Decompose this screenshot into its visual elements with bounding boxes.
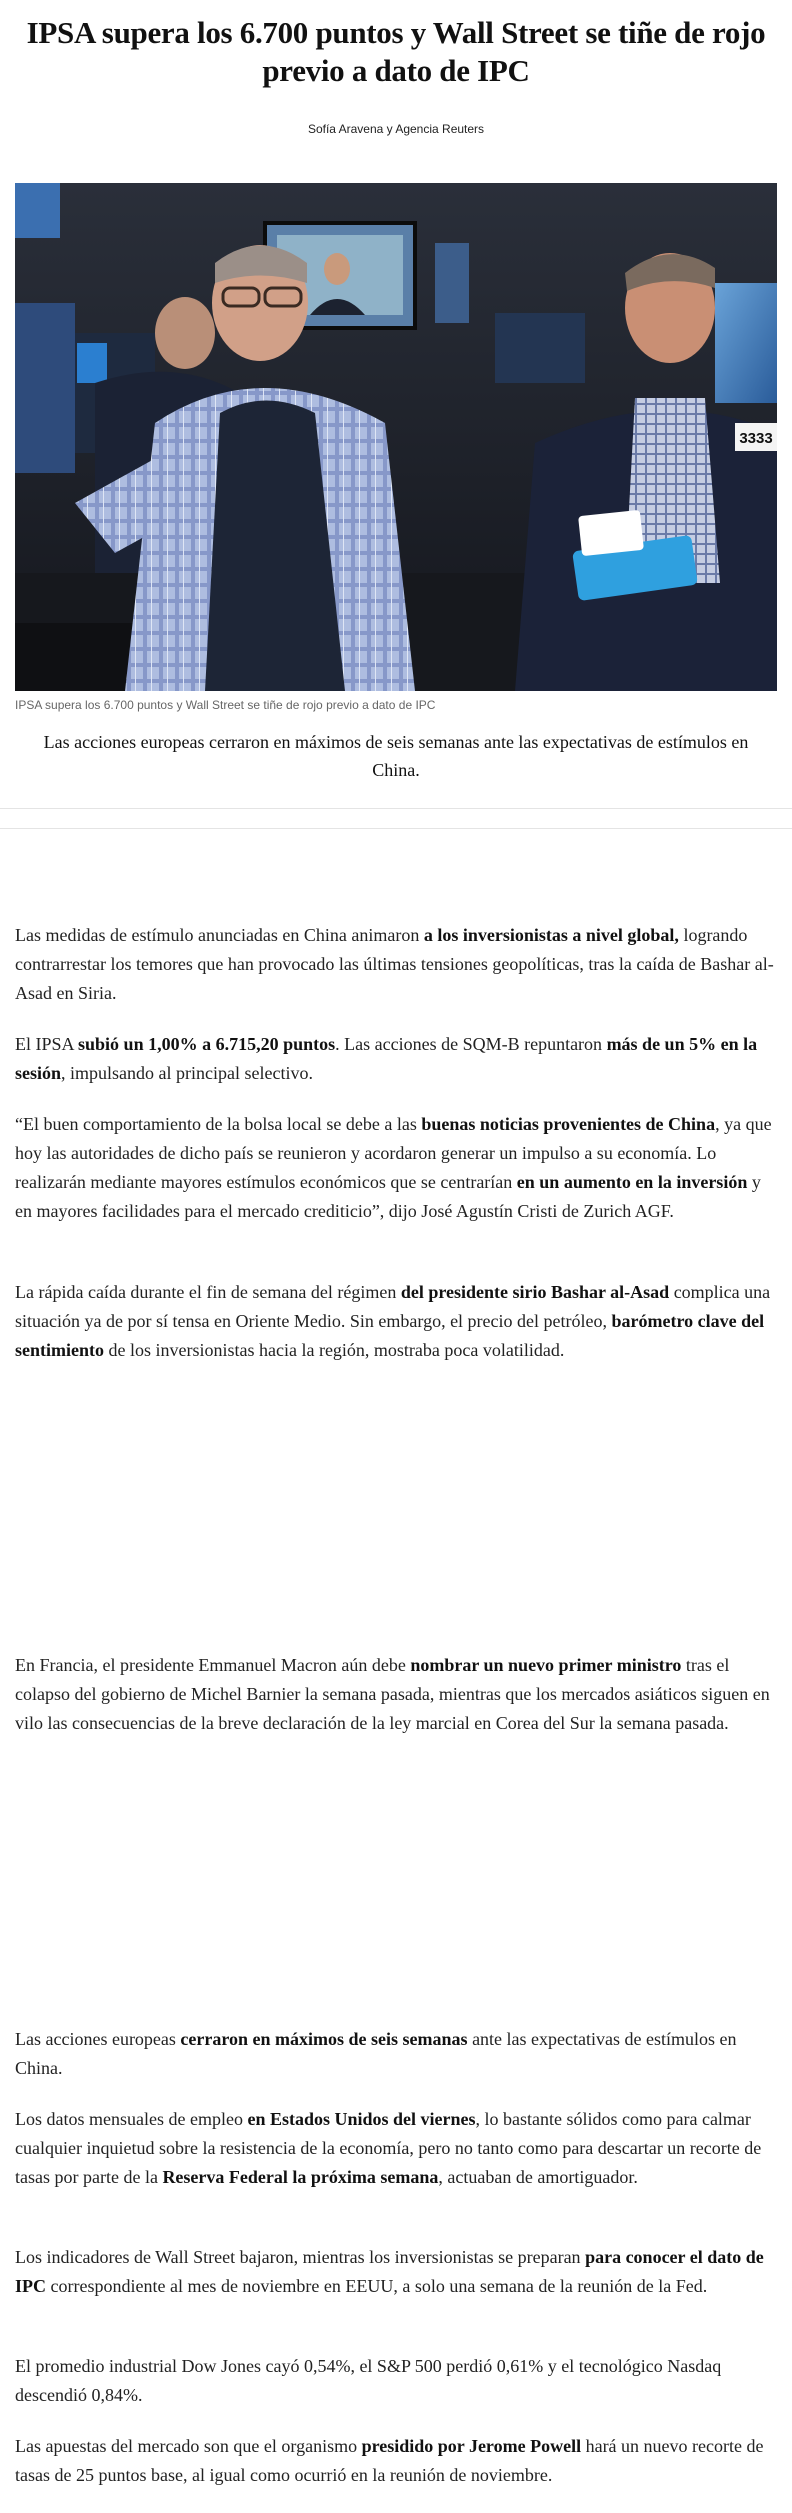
article-lede: Las acciones europeas cerraron en máximos de seis semanas ante las expectativas de estímulos en China. xyxy=(43,732,749,780)
trading-floor-photo xyxy=(15,183,777,691)
body-text: Las medidas de estímulo anunciadas en China animaron xyxy=(15,925,424,945)
body-text: complica una situación ya de por sí tensa en Oriente Medio. Sin embargo, el precio del petróleo, xyxy=(15,1282,771,1331)
body-text: , actuaban de amortiguador. xyxy=(438,2167,638,2187)
bold-text: a los inversionistas a nivel global, xyxy=(423,925,679,945)
article-title: IPSA supera los 6.700 puntos y Wall Street se tiñe de rojo previo a dato de IPC xyxy=(26,15,766,88)
body-paragraph-4 xyxy=(15,1278,777,1365)
bold-text: subió un 1,00% a 6.715,20 puntos xyxy=(78,1034,336,1054)
body-text: En Francia, el presidente Emmanuel Macron aún debe xyxy=(15,1655,411,1675)
bold-text: Reserva Federal la próxima semana xyxy=(162,2167,439,2187)
bold-text: del presidente sirio Bashar al-Asad xyxy=(400,1282,670,1302)
body-text: Los datos mensuales de empleo xyxy=(15,2109,248,2129)
body-text: hará un nuevo recorte de tasas de 25 puntos base, al igual como ocurrió en la reunión de noviembre. xyxy=(15,2436,764,2485)
body-paragraph-9 xyxy=(15,2352,777,2410)
bold-text: en Estados Unidos del viernes xyxy=(247,2109,476,2129)
body-paragraph-3 xyxy=(15,1110,777,1226)
body-text: de los inversionistas hacia la región, mostraba poca volatilidad. xyxy=(104,1340,565,1360)
image-caption: IPSA supera los 6.700 puntos y Wall Street se tiñe de rojo previo a dato de IPC xyxy=(15,698,436,712)
screen-icon xyxy=(15,183,60,238)
body-paragraph-8 xyxy=(15,2243,777,2301)
body-text: “El buen comportamiento de la bolsa local se debe a las xyxy=(15,1114,422,1134)
bold-text: barómetro clave del sentimiento xyxy=(15,1311,765,1360)
bold-text: en un aumento en la inversión xyxy=(516,1172,748,1192)
bold-text: nombrar un nuevo primer ministro xyxy=(410,1655,682,1675)
body-text: El IPSA xyxy=(15,1034,79,1054)
bold-text: buenas noticias provenientes de China xyxy=(421,1114,716,1134)
article-byline: Sofía Aravena y Agencia Reuters xyxy=(307,122,485,136)
divider xyxy=(0,828,792,829)
body-text: , impulsando al principal selectivo. xyxy=(61,1063,313,1083)
trader-badge: 3333 xyxy=(739,430,773,447)
divider xyxy=(0,808,792,809)
body-text: tras el colapso del gobierno de Michel Barnier la semana pasada, mientras que los mercados asiáticos siguen en vilo las consecuencias de la breve declaración de la ley marcial en Corea del Sur la semana pasada. xyxy=(15,1655,770,1733)
body-text: . Las acciones de SQM-B repuntaron xyxy=(335,1034,607,1054)
article-photo xyxy=(15,183,777,691)
body-paragraph-6 xyxy=(15,2025,777,2083)
bold-text: más de un 5% en la sesión xyxy=(15,1034,758,1083)
body-text: , ya que hoy las autoridades de dicho país se reunieron y acordaron generar un impulso a su economía. Lo realizarán mediante mayores estímulos económicos que se centrarían xyxy=(15,1114,772,1192)
body-text: El promedio industrial Dow Jones cayó 0,54%, el S&P 500 perdió 0,61% y el tecnológico Nasdaq descendió 0,84%. xyxy=(15,2356,722,2405)
body-text: , lo bastante sólidos como para calmar cualquier inquietud sobre la resistencia de la economía, pero no tanto como para descartar un recorte de tasas por parte de la xyxy=(15,2109,762,2187)
bold-text: cerraron en máximos de seis semanas xyxy=(180,2029,468,2049)
body-paragraph-1 xyxy=(15,921,777,1008)
body-text: Las apuestas del mercado son que el organismo xyxy=(15,2436,362,2456)
body-paragraph-10 xyxy=(15,2432,777,2490)
body-paragraph-2 xyxy=(15,1030,777,1088)
body-paragraph-7 xyxy=(15,2105,777,2192)
body-text: Las acciones europeas xyxy=(15,2029,181,2049)
body-text: logrando contrarrestar los temores que han provocado las últimas tensiones geopolíticas, tras la caída de Bashar al-Asad en Siria. xyxy=(15,925,774,1003)
body-text: Los indicadores de Wall Street bajaron, mientras los inversionistas se preparan xyxy=(15,2247,586,2267)
bold-text: presidido por Jerome Powell xyxy=(361,2436,582,2456)
body-text: y en mayores facilidades para el mercado crediticio”, dijo José Agustín Cristi de Zurich AGF. xyxy=(15,1172,761,1221)
body-text: La rápida caída durante el fin de semana del régimen xyxy=(15,1282,401,1302)
bold-text: para conocer el dato de IPC xyxy=(15,2247,764,2296)
body-text: correspondiente al mes de noviembre en EEUU, a solo una semana de la reunión de la Fed. xyxy=(46,2276,708,2296)
article-header xyxy=(0,0,792,136)
body-text: ante las expectativas de estímulos en China. xyxy=(15,2029,737,2078)
body-paragraph-5 xyxy=(15,1651,777,1738)
